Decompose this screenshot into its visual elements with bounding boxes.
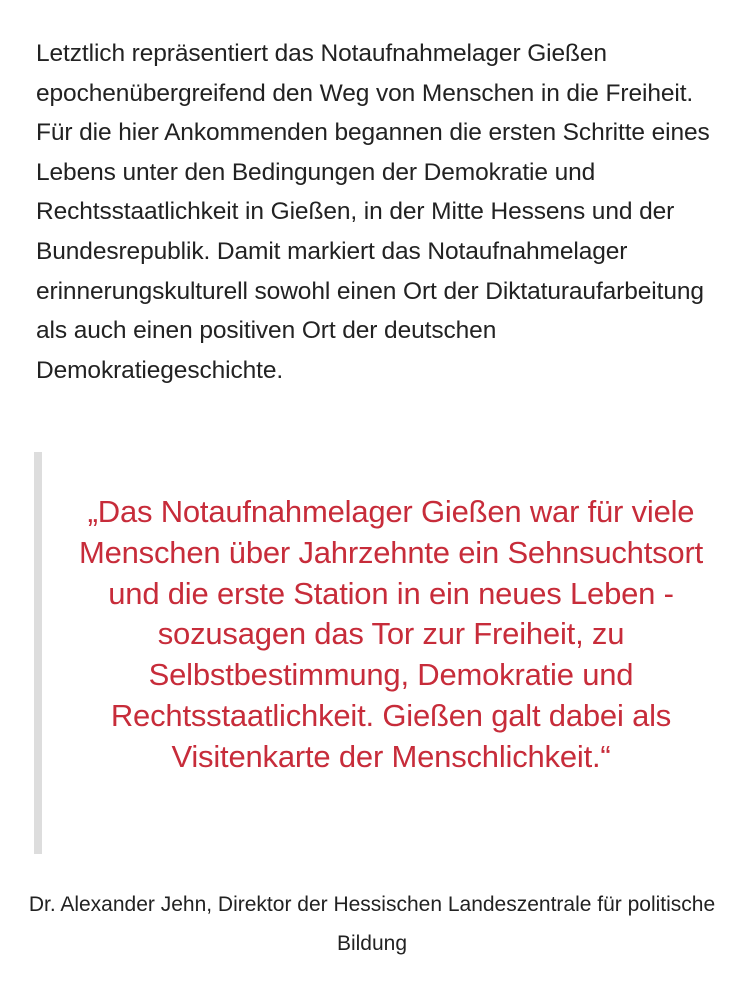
pull-quote [34,452,724,854]
article-paragraph: Letztlich repräsentiert das Notaufnahmelager Gießen epochenübergreifend den Weg von Menschen in die Freiheit. Für die hier Ankommenden begannen die ersten Schritte eines Lebens unter den Bedingungen der Demokratie und Rechtsstaatlichkeit in Gießen, in der Mitte Hessens und der Bundesrepublik. Damit markiert das Notaufnahmelager erinnerungskulturell sowohl einen Ort der Diktaturaufarbeitung als auch einen positiven Ort der deutschen Demokratiegeschichte. [36,40,710,384]
quote-attribution: Dr. Alexander Jehn, Direktor der Hessischen Landeszentrale für politische Bildung [28,893,716,955]
pull-quote-text: „Das Notaufnahmelager Gießen war für viele Menschen über Jahrzehnte ein Sehnsuchtsort und die erste Station in ein neues Leben - sozusagen das Tor zur Freiheit, zu Selbstbestimmung, Demokratie und Rechtsstaatlichkeit. Gießen galt dabei als Visitenkarte der Menschlichkeit.“ [78,494,704,774]
